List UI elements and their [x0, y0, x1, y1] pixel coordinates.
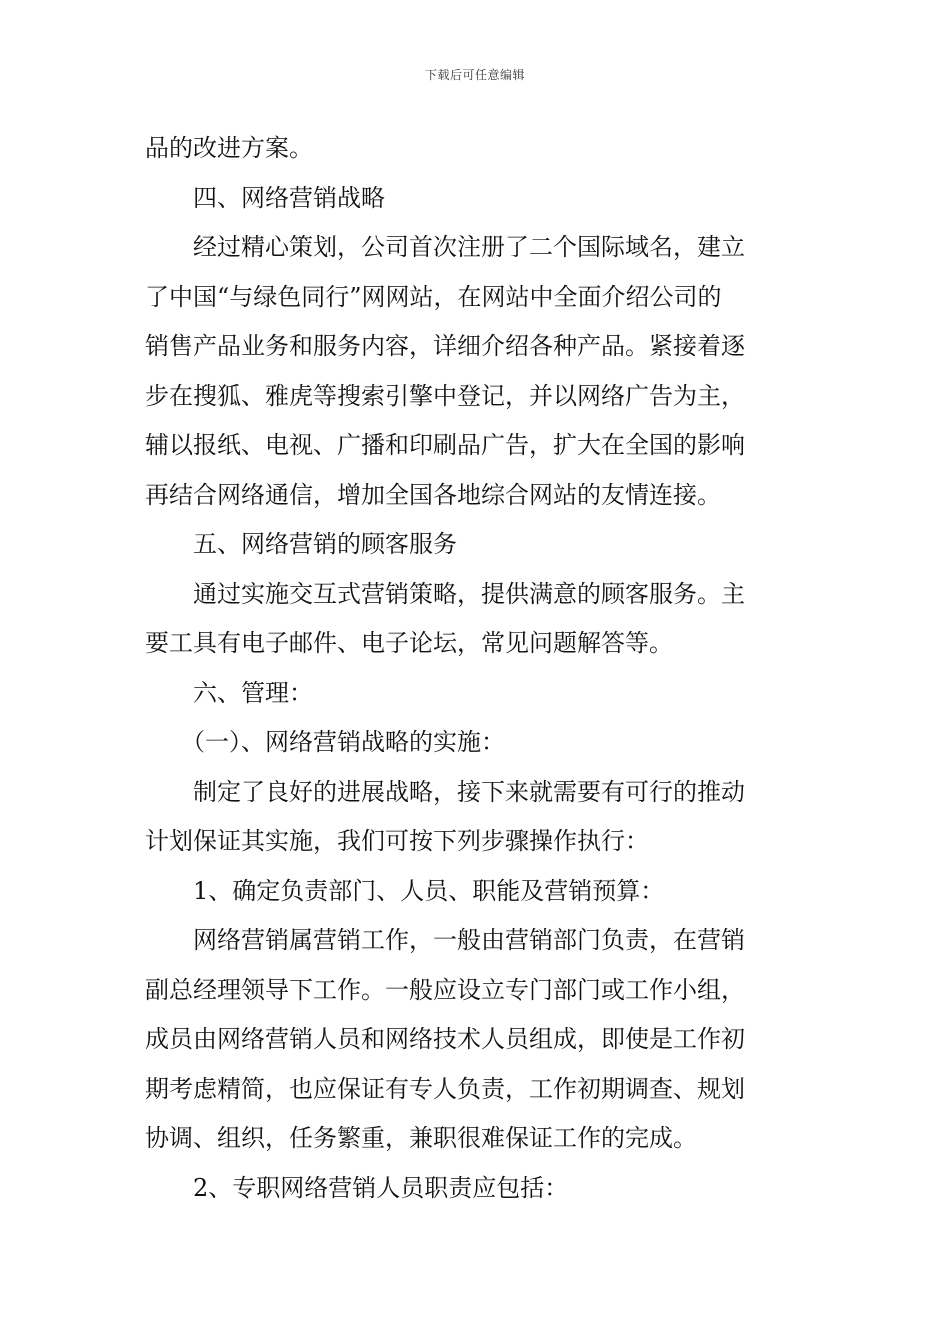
list-item-heading: 1、确定负责部门、人员、职能及营销预算：: [193, 876, 665, 905]
paragraph-line: 经过精心策划，公司首次注册了二个国际域名，建立: [193, 233, 745, 261]
paragraph-line: 要工具有电子邮件、电子论坛，常见问题解答等。: [145, 629, 673, 657]
paragraph-line: 副总经理领导下工作。一般应设立专门部门或工作小组，: [145, 975, 745, 1004]
paragraph-line: 网络营销属营销工作，一般由营销部门负责，在营销: [193, 926, 745, 954]
paragraph-line: 成员由网络营销人员和网络技术人员组成，即使是工作初: [145, 1025, 745, 1053]
list-item-heading: 2、专职网络营销人员职责应包括：: [193, 1173, 569, 1202]
subsection-heading: （一）、网络营销战略的实施：: [181, 728, 505, 756]
paragraph-line: 计划保证其实施，我们可按下列步骤操作执行：: [145, 827, 649, 855]
section-heading: 六、管理：: [193, 678, 313, 707]
section-heading: 五、网络营销的顾客服务: [193, 530, 457, 558]
section-heading: 四、网络营销战略: [193, 183, 385, 212]
paragraph-line: 了中国“与绿色同行”网网站，在网站中全面介绍公司的: [145, 282, 722, 311]
paragraph-line: 品的改进方案。: [145, 134, 313, 162]
paragraph-line: 通过实施交互式营销策略，提供满意的顾客服务。主: [193, 579, 745, 608]
paragraph-line: 协调、组织，任务繁重，兼职很难保证工作的完成。: [145, 1124, 697, 1152]
paragraph-line: 销售产品业务和服务内容，详细介绍各种产品。紧接着逐: [145, 332, 745, 360]
paragraph-line: 制定了良好的进展战略，接下来就需要有可行的推动: [193, 777, 745, 806]
page-header: 下载后可任意编辑: [424, 68, 525, 82]
paragraph-line: 辅以报纸、电视、广播和印刷品广告，扩大在全国的影响: [145, 431, 745, 459]
paragraph-line: 期考虑精简，也应保证有专人负责，工作初期调查、规划: [145, 1074, 745, 1103]
paragraph-line: 步在搜狐、雅虎等搜索引擎中登记，并以网络广告为主，: [145, 381, 745, 410]
body-text: [145, 124, 805, 1213]
paragraph-line: 再结合网络通信，增加全国各地综合网站的友情连接。: [145, 480, 721, 509]
